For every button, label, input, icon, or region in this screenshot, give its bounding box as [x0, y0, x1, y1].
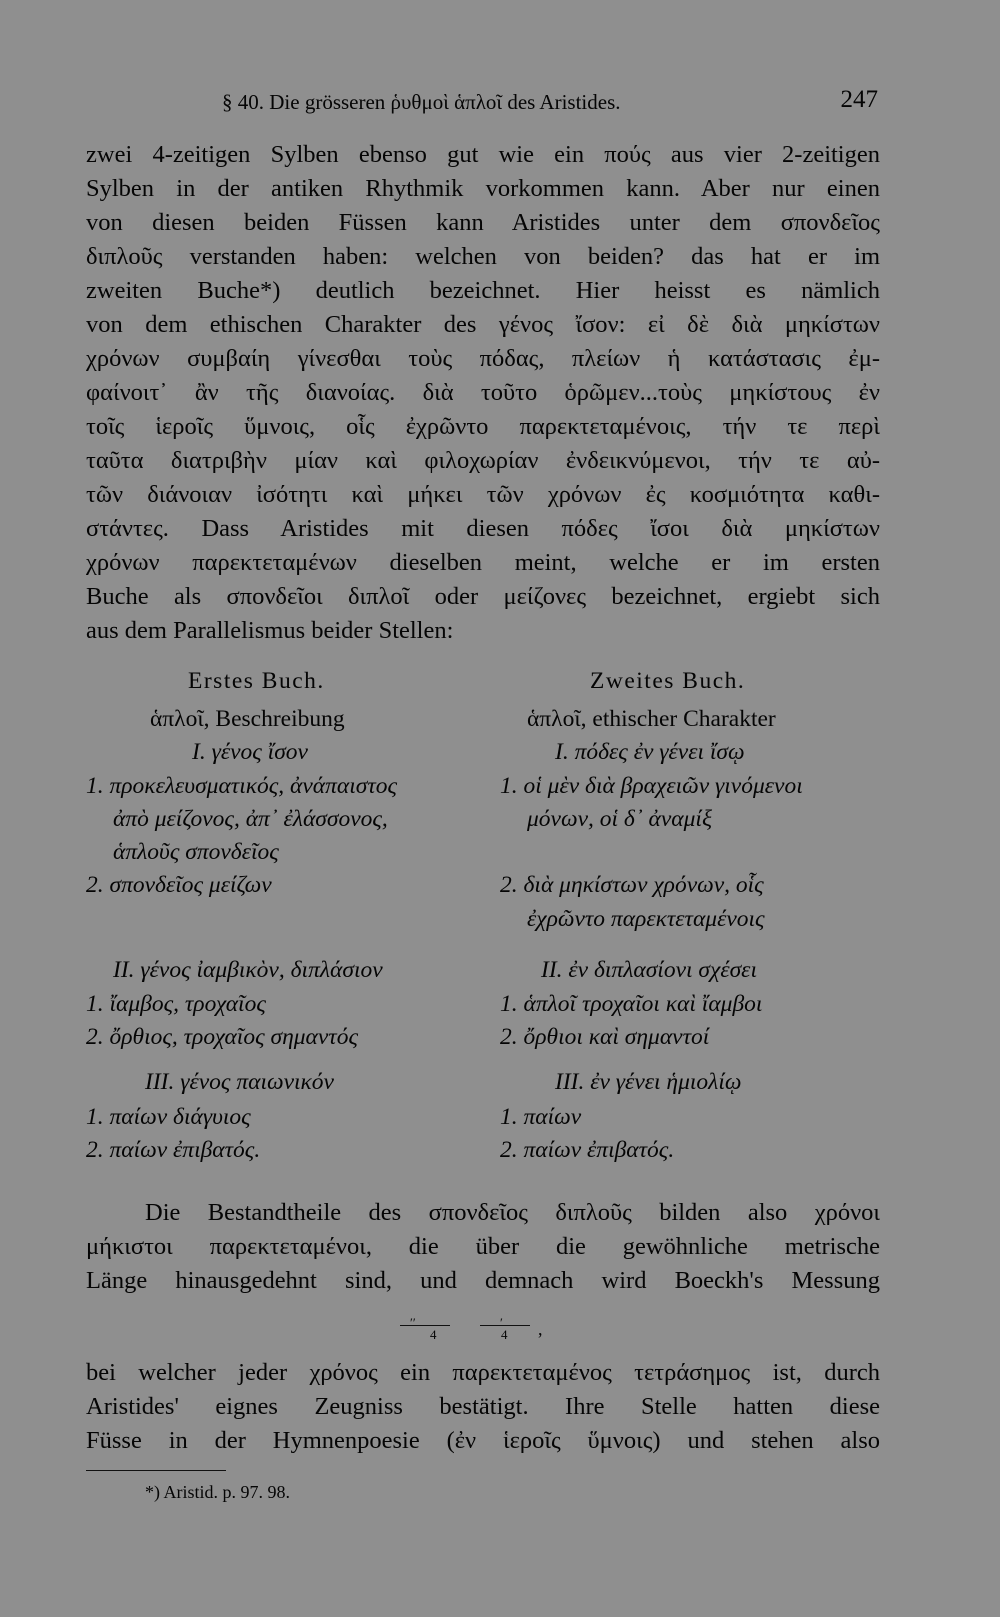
formula-accent: ′′	[410, 1315, 416, 1330]
right-column-item: 1. ἁπλοῖ τροχαῖοι καὶ ἴαμβοι	[500, 991, 763, 1017]
page-number: 247	[840, 86, 878, 113]
text-line: Buche als σπονδεῖοι διπλοῖ oder μείζονες bezeichnet, ergiebt sich	[86, 583, 880, 610]
text-line: Füsse in der Hymnenpoesie (ἐν ἱεροῖς ὕμνοις) und stehen also	[86, 1427, 880, 1454]
left-column-section: I. γένος ἴσον	[192, 739, 308, 765]
text-line: von dem ethischen Charakter des γένος ἴσον: εἰ δὲ διὰ μηκίστων	[86, 311, 880, 338]
left-column-item: 1. παίων διάγυιος	[86, 1104, 251, 1130]
right-column-item: μόνων, οἱ δ᾽ ἀναμίξ	[527, 806, 713, 832]
right-column-item: 2. ὄρθιοι καὶ σημαντοί	[500, 1024, 710, 1050]
text-line: zwei 4-zeitigen Sylben ebenso gut wie ein πούς aus vier 2-zeitigen	[86, 141, 880, 168]
right-column-section: II. ἐν διπλασίονι σχέσει	[541, 957, 757, 983]
text-line: μήκιστοι παρεκτεταμένοι, die über die gewöhnliche metrische	[86, 1233, 880, 1260]
footnote-rule	[86, 1470, 226, 1471]
footnote: *) Aristid. p. 97. 98.	[145, 1482, 291, 1502]
right-column-item: 2. διὰ μηκίστων χρόνων, οἷς	[500, 872, 764, 898]
text-line: bei welcher jeder χρόνος ein παρεκτεταμένος τετράσημος ist, durch	[86, 1359, 880, 1386]
left-column-item: ἁπλοῦς σπονδεῖος	[113, 839, 279, 865]
right-column-item: 1. οἱ μὲν διὰ βραχειῶν γινόμενοι	[500, 773, 803, 799]
formula-number: 4	[501, 1327, 508, 1342]
metrical-formula	[395, 1315, 555, 1349]
left-column-item: 1. ἴαμβος, τροχαῖος	[86, 991, 266, 1017]
left-column-item: 2. παίων ἐπιβατός.	[86, 1137, 261, 1163]
text-line: Länge hinausgedehnt sind, und demnach wird Boeckh's Messung	[86, 1267, 880, 1294]
formula-number: 4	[430, 1327, 437, 1342]
left-column-item: ἀπὸ μείζονος, ἀπ᾽ ἐλάσσονος,	[113, 806, 388, 832]
right-column-section: I. πόδες ἐν γένει ἴσῳ	[555, 739, 745, 765]
text-line: zweiten Buche*) deutlich bezeichnet. Hier heisst es nämlich	[86, 277, 880, 304]
text-line: τοῖς ἱεροῖς ὕμνοις, οἷς ἐχρῶντο παρεκτεταμένοις, τήν τε περὶ	[86, 413, 880, 440]
left-column-subheading: ἁπλοῖ, Beschreibung	[150, 706, 345, 732]
formula-comma: ,	[538, 1319, 543, 1339]
text-line: διπλοῦς verstanden haben: welchen von beiden? das hat er im	[86, 243, 880, 270]
formula-bar	[400, 1325, 450, 1326]
text-line: Sylben in der antiken Rhythmik vorkommen kann. Aber nur einen	[86, 175, 880, 202]
text-line: στάντες. Dass Aristides mit diesen πόδες ἴσοι διὰ μηκίστων	[86, 515, 880, 542]
left-column-heading: Erstes Buch.	[188, 668, 325, 694]
formula-bar	[480, 1325, 530, 1326]
running-header	[86, 86, 886, 120]
left-column-item: 1. προκελευσματικός, ἀνάπαιστος	[86, 773, 398, 799]
left-column-item: 2. σπονδεῖος μείζων	[86, 872, 272, 898]
left-column-section: III. γένος παιωνικόν	[145, 1069, 334, 1095]
right-column-section: III. ἐν γένει ἡμιολίῳ	[555, 1069, 742, 1095]
right-column-heading: Zweites Buch.	[590, 668, 746, 694]
text-line: χρόνων παρεκτεταμένων dieselben meint, welche er im ersten	[86, 549, 880, 576]
left-column-section: II. γένος ἰαμβικὸν, διπλάσιον	[113, 957, 383, 983]
right-column-subheading: ἁπλοῖ, ethischer Charakter	[527, 706, 776, 732]
running-title: § 40. Die grösseren ῥυθμοὶ ἁπλοῖ des Aristides.	[222, 90, 621, 114]
text-line: aus dem Parallelismus beider Stellen:	[86, 617, 454, 644]
left-column-item: 2. ὄρθιος, τροχαῖος σημαντός	[86, 1024, 358, 1050]
formula-accent: ′	[500, 1315, 503, 1330]
text-line: ταῦτα διατριβὴν μίαν καὶ φιλοχωρίαν ἐνδεικνύμενοι, τήν τε αὐ-	[86, 447, 880, 474]
text-line: von diesen beiden Füssen kann Aristides unter dem σπονδεῖος	[86, 209, 880, 236]
right-column-item: 2. παίων ἐπιβατός.	[500, 1137, 675, 1163]
text-line: τῶν διάνοιαν ἰσότητι καὶ μήκει τῶν χρόνων ἐς κοσμιότητα καθι-	[86, 481, 880, 508]
right-column-item: 1. παίων	[500, 1104, 582, 1130]
text-line: φαίνοιτ᾽ ἂν τῆς διανοίας. διὰ τοῦτο ὁρῶμεν...τοὺς μηκίστους ἐν	[86, 379, 880, 406]
right-column-item: ἐχρῶντο παρεκτεταμένοις	[527, 906, 765, 932]
text-line: Aristides' eignes Zeugniss bestätigt. Ihre Stelle hatten diese	[86, 1393, 880, 1420]
text-line: Die Bestandtheile des σπονδεῖος διπλοῦς bilden also χρόνοι	[145, 1199, 880, 1226]
text-line: χρόνων συμβαίη γίνεσθαι τοὺς πόδας, πλείων ἡ κατάστασις ἐμ-	[86, 345, 880, 372]
